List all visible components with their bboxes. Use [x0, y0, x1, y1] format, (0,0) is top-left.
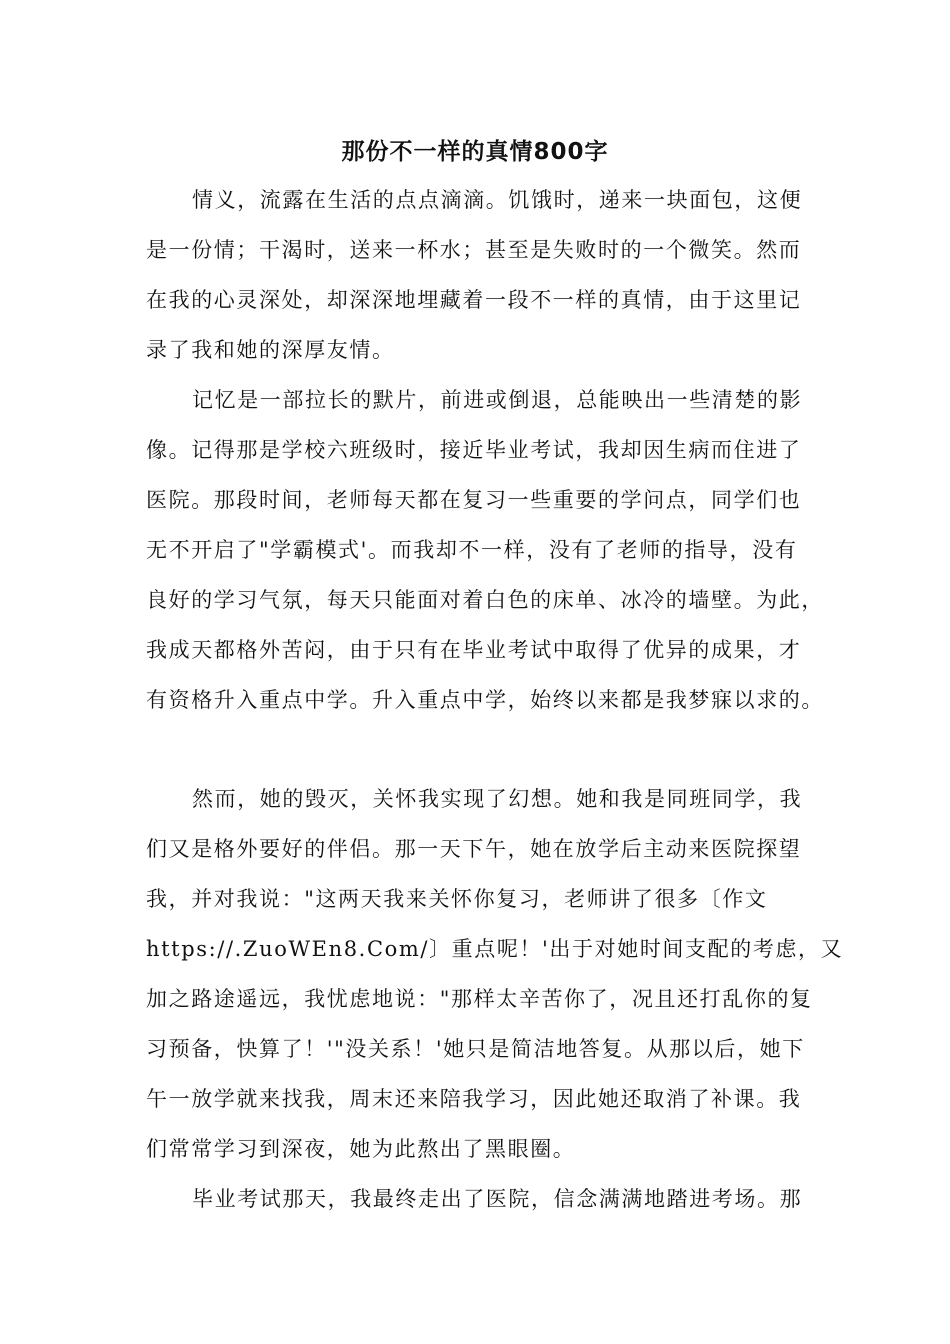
paragraph-line: 情义，流露在生活的点点滴滴。饥饿时，递来一块面包，这便 [192, 188, 803, 212]
paragraph-line: 毕业考试那天，我最终走出了医院，信念满满地踏进考场。那 [192, 1187, 803, 1211]
paragraph-line: 医院。那段时间，老师每天都在复习一些重要的学问点，同学们也 [146, 488, 802, 512]
paragraph-line: 我，并对我说："这两天我来关怀你复习，老师讲了很多〔作文 [146, 887, 768, 911]
paragraph-line: 习预备，快算了！'"没关系！'她只是简洁地答复。从那以后，她下 [146, 1037, 805, 1061]
paragraph-line: 良好的学习气氛，每天只能面对着白色的床单、冰冷的墙壁。为此， [146, 588, 824, 612]
paragraph-line: 然而，她的毁灭，关怀我实现了幻想。她和我是同班同学，我 [192, 787, 803, 811]
paragraph-line: 午一放学就来找我，周末还来陪我学习，因此她还取消了补课。我 [146, 1087, 802, 1111]
paragraph-line: 无不开启了"学霸模式'。而我却不一样，没有了老师的指导，没有 [146, 538, 798, 562]
paragraph-line: 们又是格外要好的伴侣。那一天下午，她在放学后主动来医院探望 [146, 837, 802, 861]
paragraph-line: 加之路途遥远，我忧虑地说："那样太辛苦你了，况且还打乱你的复 [146, 987, 813, 1011]
paragraph-line: 记忆是一部拉长的默片，前进或倒退，总能映出一些清楚的影 [192, 388, 803, 412]
paragraph-line: 在我的心灵深处，却深深地埋藏着一段不一样的真情，由于这里记 [146, 288, 802, 312]
paragraph-line: https://.ZuoWEn8.Com/〕重点呢！'出于对她时间支配的考虑，又 [146, 937, 844, 961]
document-title: 那份不一样的真情800字 [341, 139, 609, 165]
paragraph-line: 录了我和她的深厚友情。 [146, 338, 395, 362]
paragraph-line: 有资格升入重点中学。升入重点中学，始终以来都是我梦寐以求的。 [146, 688, 824, 712]
paragraph-line: 像。记得那是学校六班级时，接近毕业考试，我却因生病而住进了 [146, 438, 802, 462]
paragraph-line: 是一份情；干渴时，送来一杯水；甚至是失败时的一个微笑。然而 [146, 238, 802, 262]
paragraph-line: 我成天都格外苦闷，由于只有在毕业考试中取得了优异的成果，才 [146, 638, 802, 662]
paragraph-line: 们常常学习到深夜，她为此熬出了黑眼圈。 [146, 1137, 576, 1161]
